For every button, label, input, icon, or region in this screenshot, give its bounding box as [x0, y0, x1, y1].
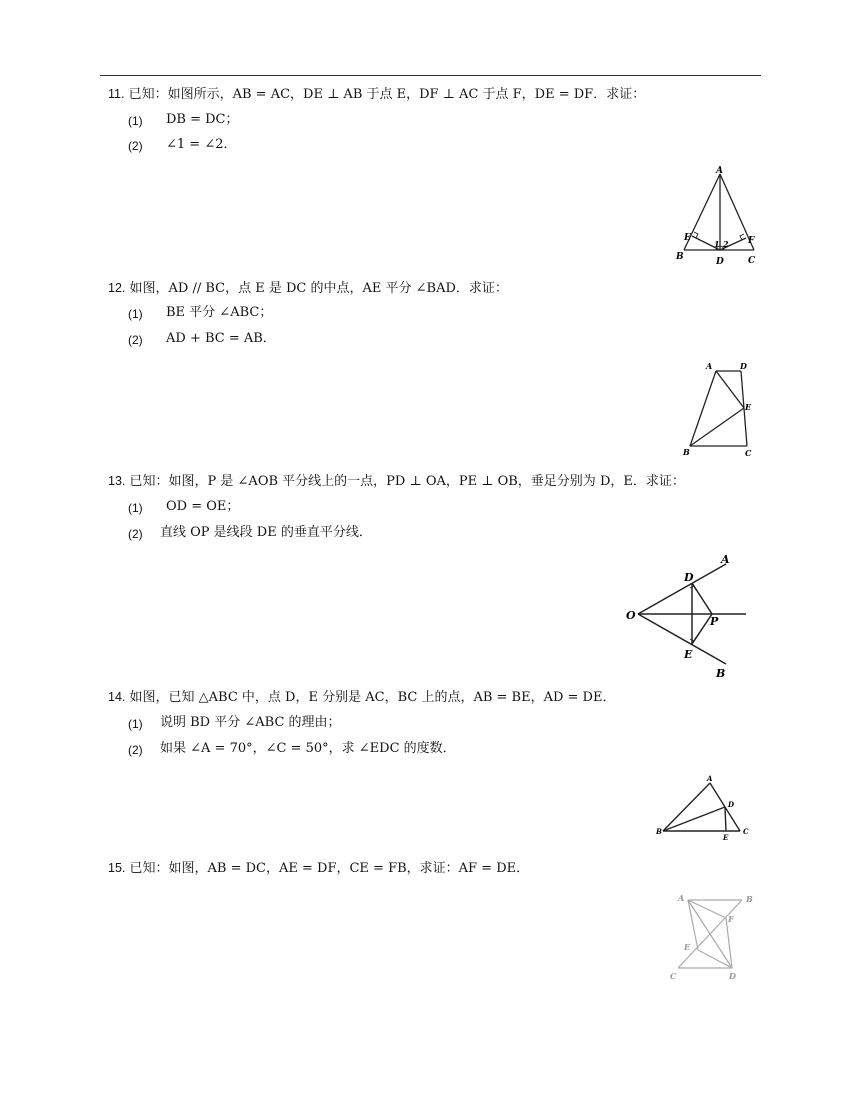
question-14-number: 14.: [108, 690, 126, 704]
fig11-label-angle-1: 1: [714, 239, 720, 249]
question-13-part-2-label: (2): [128, 527, 143, 541]
fig14-label-B: B: [656, 827, 662, 836]
question-14-part-1-text: 说明 BD 平分 ∠ABC 的理由；: [160, 715, 341, 730]
figure-14-triangle: [652, 770, 756, 842]
figure-12-trapezoid: [676, 358, 762, 462]
fig11-label-A: A: [716, 166, 723, 176]
question-15-number: 15.: [108, 861, 126, 875]
question-11-stem: 已知：如图所示，AB = AC，DE ⊥ AB 于点 E，DF ⊥ AC 于点 F，DE = DF．求证：: [128, 87, 646, 102]
question-14-stem-line: [108, 689, 615, 706]
question-15-stem: 已知：如图，AB = DC，AE = DF，CE = FB，求证：AF = DE．: [129, 861, 530, 876]
fig11-label-E: E: [684, 233, 691, 243]
fig13-label-B: B: [716, 667, 726, 680]
question-11-number: 11.: [108, 87, 125, 101]
question-12-part-1-label: (1): [128, 307, 143, 321]
question-12-part-2-text: AD + BC = AB．: [166, 331, 276, 346]
question-13-part-1-label: (1): [128, 501, 143, 515]
fig13-label-A: A: [721, 553, 730, 566]
question-14-part-2-label: (2): [128, 743, 143, 757]
figure-11-isosceles-triangle: [670, 162, 765, 268]
fig14-label-C: C: [743, 827, 749, 836]
fig14-label-E: E: [723, 833, 729, 842]
question-14-part-2-text: 如果 ∠A = 70°，∠C = 50°，求 ∠EDC 的度数．: [160, 741, 456, 756]
question-11-part-2-text: ∠1 = ∠2．: [166, 137, 237, 152]
fig11-label-C: C: [748, 256, 756, 266]
fig12-label-A: A: [706, 361, 713, 371]
question-12-number: 12.: [108, 281, 126, 295]
fig15-label-C: C: [670, 971, 677, 981]
question-12-part-1-text: BE 平分 ∠ABC；: [166, 305, 273, 320]
fig11-label-angle-2: 2: [723, 239, 729, 249]
question-13-stem-line: [108, 473, 685, 490]
question-12-stem-line: [108, 280, 508, 297]
figure-15-quadrilateral: [664, 888, 768, 984]
question-13-part-2-text: 直线 OP 是线段 DE 的垂直平分线．: [160, 525, 372, 540]
fig12-label-C: C: [745, 448, 752, 458]
fig15-label-E: E: [684, 942, 691, 952]
fig15-label-A: A: [678, 893, 685, 903]
fig12-label-B: B: [683, 447, 690, 457]
question-12-part-2-label: (2): [128, 333, 143, 347]
fig11-label-B: B: [676, 252, 684, 262]
fig13-label-E: E: [684, 648, 693, 661]
question-12-stem: 如图，AD // BC，点 E 是 DC 的中点，AE 平分 ∠BAD．求证：: [129, 281, 508, 296]
fig15-label-B: B: [746, 894, 753, 904]
question-11-stem-line: [108, 86, 645, 103]
fig15-label-F: F: [728, 914, 734, 924]
fig15-label-D: D: [729, 971, 736, 981]
question-11-part-1-text: DB = DC；: [166, 112, 239, 127]
question-13-part-1-text: OD = OE；: [166, 499, 240, 514]
fig12-label-E: E: [745, 402, 752, 412]
fig14-label-D: D: [728, 800, 735, 809]
question-14-part-1-label: (1): [128, 717, 143, 731]
question-11-part-1-label: (1): [128, 114, 143, 128]
fig12-label-D: D: [740, 361, 747, 371]
fig11-label-F: F: [748, 236, 755, 246]
fig13-label-O: O: [626, 609, 636, 622]
question-13-number: 13.: [108, 474, 126, 488]
fig11-label-D: D: [716, 257, 724, 267]
fig13-label-P: P: [710, 615, 719, 628]
question-15-stem-line: [108, 860, 529, 877]
header-rule: [100, 75, 761, 76]
question-13-stem: 已知：如图，P 是 ∠AOB 平分线上的一点，PD ⊥ OA，PE ⊥ OB，垂足分别为 D，E．求证：: [129, 474, 685, 489]
question-14-stem: 如图，已知 △ABC 中，点 D，E 分别是 AC，BC 上的点，AB = BE，AD = DE．: [129, 690, 616, 705]
question-11-part-2-label: (2): [128, 139, 143, 153]
figure-13-angle-bisector: [622, 548, 762, 682]
fig14-label-A: A: [707, 774, 713, 783]
fig13-label-D: D: [684, 571, 694, 584]
